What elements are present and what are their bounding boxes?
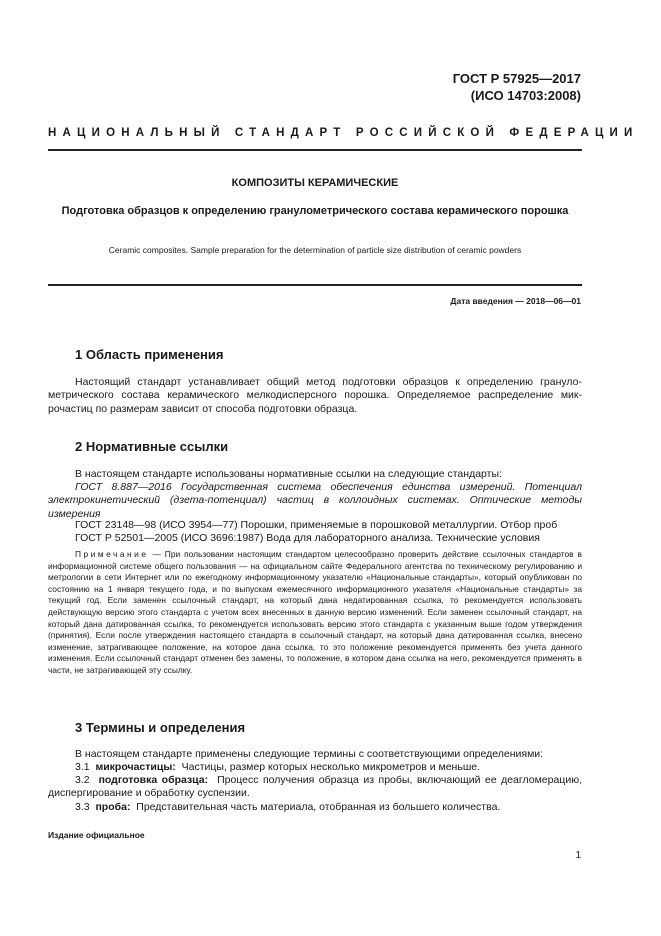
- effective-date: Дата введения — 2018—06—01: [450, 296, 581, 306]
- english-title: Ceramic composites. Sample preparation for the determination of particle size distribution of ceramic powders: [108, 245, 522, 255]
- note-paragraph: [48, 549, 582, 677]
- section3-intro: В настоящем стандарте применены следующие термины с соответствующими определениями:: [75, 748, 544, 760]
- term-definition: Процесс получения образца из пробы, включающий ее деагломерацию, диспергирование и обработку суспензии.: [48, 774, 582, 800]
- reference-gost-r-52501: ГОСТ Р 52501—2005 (ИСО 3696:1987) Вода для лабораторного анализа. Технические условия: [75, 532, 540, 544]
- page-number: 1: [575, 850, 581, 861]
- reference-gost-23148: ГОСТ 23148—98 (ИСО 3954—77) Порошки, применяемые в порошковой металлургии. Отбор проб: [75, 519, 558, 531]
- iso-number: (ИСО 14703:2008): [470, 88, 581, 103]
- term-definition: Частицы, размер которых несколько микрометров и меньше.: [181, 761, 481, 773]
- reference-gost-8-887: ГОСТ 8.887—2016 Государственная система обеспечения единства измерений. Потенциал электрокинетический (дзета-потенциал) частиц в коллоидных системах. Оптические методы измерения: [48, 481, 582, 520]
- term-number: 3.1: [75, 761, 90, 773]
- section1-heading: 1 Область применения: [75, 347, 224, 362]
- term-definition: Представительная часть материала, отобранная из большего количества.: [136, 801, 501, 813]
- term-item: [48, 774, 582, 801]
- note-label: Примечание: [75, 549, 149, 559]
- document-subtitle: Подготовка образцов к определению гранулометрического состава керамического порошка: [61, 205, 569, 217]
- section2-intro: В настоящем стандарте использованы нормативные ссылки на следующие стандарты:: [75, 468, 502, 480]
- section2-heading: 2 Нормативные ссылки: [75, 439, 229, 454]
- term-number: 3.3: [75, 801, 90, 813]
- divider-top: [48, 149, 582, 151]
- section1-text: Настоящий стандарт устанавливает общий метод подготовки образцов к определению гранулометрического состава керамического мелкодисперсного порошка. Определяемое распределение микрочастиц по размерам зависит от способа подготовки образца.: [48, 376, 582, 415]
- document-title: КОМПОЗИТЫ КЕРАМИЧЕСКИЕ: [231, 177, 399, 189]
- term-name: подготовка образца:: [98, 774, 209, 786]
- section3-heading: 3 Термины и определения: [75, 720, 246, 735]
- edition-label: Издание официальное: [48, 830, 145, 840]
- term-name: микрочастицы:: [95, 761, 176, 773]
- term-item: [48, 761, 582, 774]
- divider-bottom: [48, 284, 582, 286]
- term-name: проба:: [95, 801, 131, 813]
- term-number: 3.2: [75, 774, 90, 786]
- note-text: — При пользовании настоящим стандартом целесообразно проверить действие ссылочных стандартов в информационной системе общего пользования — на официальном сайте Федерального агентства по техническому регулированию и метрологии в сети Интернет или по ежегодному информационному указателю «Национальные стандарты», который опубликован по состоянию на 1 января текущего года, и по выпускам ежемесячного информационного указателя «Национальные стандарты» за текущий год. Если заменен ссылочный стандарт, на который дана недатированная ссылка, то рекомендуется использовать действующую версию этого стандарта с учетом всех внесенных в данную версию изменений. Если заменен ссылочный стандарт, на который дана датированная ссылка, то рекомендуется использовать версию этого стандарта с указанным выше годом утверждения (принятия). Если после утверждения настоящего стандарта в ссылочный стандарт, на который дана датированная ссылка, внесено изменение, затрагивающее положение, на которое дана ссылка, то это положение рекомендуется применять без учета данного изменения. Если ссылочный стандарт отменен без замены, то положение, в котором дана ссылка на него, рекомендуется применять в части, не затрагивающей эту ссылку.: [48, 549, 582, 675]
- national-standard-banner: НАЦИОНАЛЬНЫЙ СТАНДАРТ РОССИЙСКОЙ ФЕДЕРАЦИИ: [48, 127, 639, 139]
- standard-number: ГОСТ Р 57925—2017: [452, 71, 581, 86]
- term-item: [48, 801, 582, 814]
